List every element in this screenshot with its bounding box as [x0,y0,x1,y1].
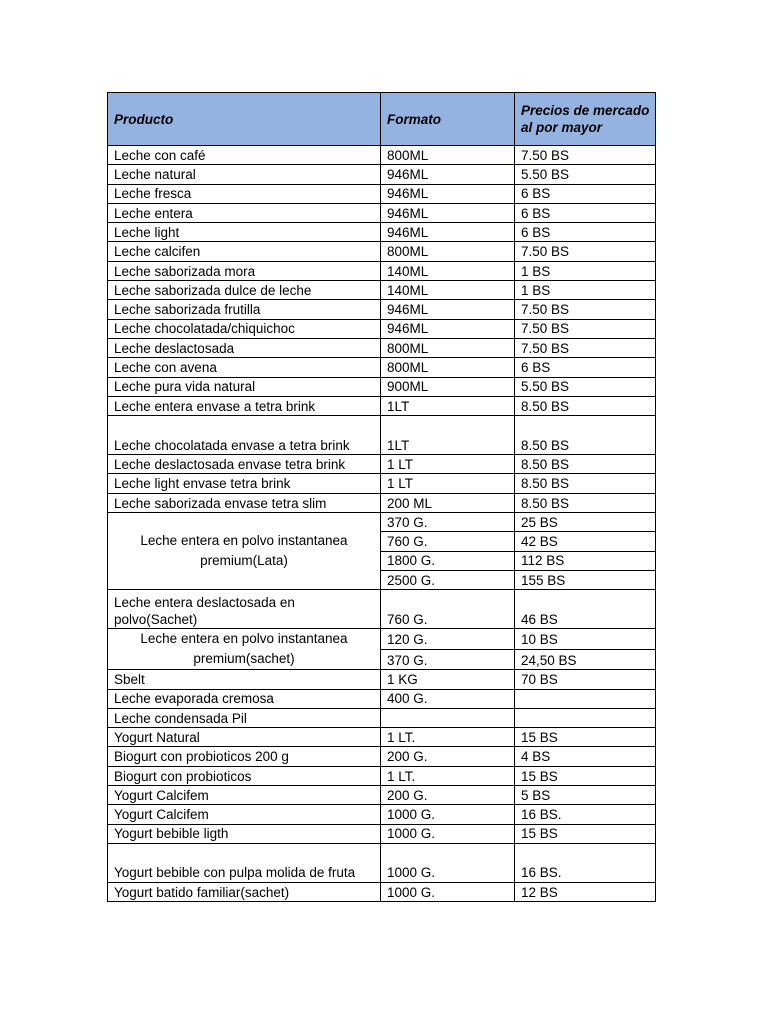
cell-formato: 800ML [381,358,515,377]
cell-producto: Leche light [108,223,381,242]
cell-producto: Yogurt bebible con pulpa molida de fruta [108,843,381,882]
cell-formato: 200 G. [381,747,515,766]
cell-precio: 1 BS [515,281,656,300]
cell-precio: 8.50 BS [515,396,656,415]
table-row [108,319,656,338]
table-row [108,824,656,843]
cell-producto: Leche calcifen [108,242,381,261]
cell-producto: Leche chocolatada/chiquichoc [108,319,381,338]
table-row [108,223,656,242]
cell-formato: 760 G. [381,532,515,551]
table-row [108,882,656,901]
table-row [108,766,656,785]
cell-formato: 946ML [381,184,515,203]
cell-formato: 1000 G. [381,824,515,843]
cell-precio: 46 BS [515,590,656,629]
cell-precio: 8.50 BS [515,416,656,455]
table-row [108,629,656,650]
cell-formato: 946ML [381,300,515,319]
cell-producto: Leche pura vida natural [108,377,381,396]
cell-producto: Leche natural [108,165,381,184]
cell-formato: 1LT [381,396,515,415]
cell-precio: 15 BS [515,824,656,843]
cell-formato: 1000 G. [381,882,515,901]
table-row [108,843,656,882]
cell-producto: Leche light envase tetra brink [108,474,381,493]
table-row [108,146,656,165]
table-row [108,590,656,629]
cell-formato: 946ML [381,165,515,184]
cell-formato: 140ML [381,261,515,280]
header-formato: Formato [381,93,515,146]
table-row [108,493,656,512]
cell-formato: 1 KG [381,670,515,689]
cell-precio: 5.50 BS [515,165,656,184]
cell-producto: Leche deslactosada envase tetra brink [108,455,381,474]
cell-producto: Leche condensada Pil [108,708,381,727]
table-row [108,377,656,396]
cell-precio: 6 BS [515,358,656,377]
price-table [107,92,656,902]
table-row [108,728,656,747]
cell-formato: 946ML [381,203,515,222]
header-precio: Precios de mercado al por mayor [515,93,656,146]
cell-formato: 120 G. [381,629,515,650]
cell-producto: Leche entera envase a tetra brink [108,396,381,415]
cell-producto: Yogurt Natural [108,728,381,747]
cell-precio: 8.50 BS [515,455,656,474]
table-row [108,203,656,222]
cell-precio: 5.50 BS [515,377,656,396]
table-row [108,396,656,415]
header-producto: Producto [108,93,381,146]
cell-producto: Yogurt Calcifem [108,786,381,805]
cell-formato: 800ML [381,242,515,261]
cell-formato: 200 G. [381,786,515,805]
cell-producto: Biogurt con probioticos [108,766,381,785]
table-row [108,670,656,689]
table-row [108,455,656,474]
table-row [108,786,656,805]
cell-precio: 5 BS [515,786,656,805]
table-row [108,281,656,300]
cell-producto: Leche saborizada envase tetra slim [108,493,381,512]
cell-formato: 1000 G. [381,805,515,824]
cell-producto: Leche con café [108,146,381,165]
cell-precio: 6 BS [515,184,656,203]
cell-precio: 112 BS [515,551,656,570]
table-row [108,474,656,493]
cell-precio: 7.50 BS [515,300,656,319]
cell-formato: 1 LT [381,455,515,474]
cell-producto: Sbelt [108,670,381,689]
cell-formato: 800ML [381,146,515,165]
cell-precio: 16 BS. [515,843,656,882]
table-row [108,242,656,261]
cell-producto: Yogurt Calcifem [108,805,381,824]
cell-precio: 7.50 BS [515,338,656,357]
cell-formato: 900ML [381,377,515,396]
cell-precio: 10 BS [515,629,656,650]
cell-precio: 24,50 BS [515,649,656,670]
cell-formato: 370 G. [381,513,515,532]
cell-formato: 760 G. [381,590,515,629]
cell-producto: Leche saborizada mora [108,261,381,280]
cell-precio: 8.50 BS [515,474,656,493]
cell-formato: 1LT [381,416,515,455]
table-row [108,261,656,280]
cell-precio: 15 BS [515,766,656,785]
cell-formato: 370 G. [381,649,515,670]
table-row [108,805,656,824]
cell-precio: 12 BS [515,882,656,901]
cell-formato: 946ML [381,319,515,338]
cell-producto: Leche evaporada cremosa [108,689,381,708]
table-row [108,513,656,532]
cell-formato: 1800 G. [381,551,515,570]
cell-precio [515,689,656,708]
cell-producto: Yogurt bebible ligth [108,824,381,843]
cell-producto: Leche entera en polvo instantanea premium(sachet) [108,629,381,670]
table-row [108,184,656,203]
table-row [108,165,656,184]
table-row [108,416,656,455]
cell-precio: 42 BS [515,532,656,551]
cell-precio: 8.50 BS [515,493,656,512]
cell-formato: 1 LT. [381,728,515,747]
cell-producto: Leche con avena [108,358,381,377]
cell-precio: 7.50 BS [515,319,656,338]
table-row [108,300,656,319]
cell-formato: 2500 G. [381,570,515,589]
cell-precio: 16 BS. [515,805,656,824]
cell-producto: Biogurt con probioticos 200 g [108,747,381,766]
cell-formato: 946ML [381,223,515,242]
cell-producto: Leche deslactosada [108,338,381,357]
cell-producto: Leche entera [108,203,381,222]
cell-producto: Leche fresca [108,184,381,203]
cell-precio: 15 BS [515,728,656,747]
cell-precio: 6 BS [515,223,656,242]
cell-producto: Leche saborizada dulce de leche [108,281,381,300]
cell-precio: 6 BS [515,203,656,222]
table-row [108,338,656,357]
table-row [108,689,656,708]
cell-precio: 25 BS [515,513,656,532]
table-row [108,747,656,766]
cell-formato: 1 LT. [381,766,515,785]
cell-formato: 200 ML [381,493,515,512]
cell-precio [515,708,656,727]
cell-precio: 1 BS [515,261,656,280]
cell-precio: 4 BS [515,747,656,766]
cell-formato: 400 G. [381,689,515,708]
cell-producto: Leche chocolatada envase a tetra brink [108,416,381,455]
table-row [108,708,656,727]
cell-formato: 1 LT [381,474,515,493]
table-row [108,358,656,377]
cell-producto: Yogurt batido familiar(sachet) [108,882,381,901]
cell-formato: 800ML [381,338,515,357]
cell-precio: 7.50 BS [515,242,656,261]
cell-precio: 7.50 BS [515,146,656,165]
cell-precio: 70 BS [515,670,656,689]
cell-formato: 140ML [381,281,515,300]
cell-formato [381,708,515,727]
cell-producto: Leche entera en polvo instantanea premium(Lata) [108,513,381,590]
cell-producto: Leche saborizada frutilla [108,300,381,319]
cell-producto: Leche entera deslactosada en polvo(Sachet) [108,590,381,629]
cell-formato: 1000 G. [381,843,515,882]
cell-precio: 155 BS [515,570,656,589]
table-header-row [108,93,656,146]
